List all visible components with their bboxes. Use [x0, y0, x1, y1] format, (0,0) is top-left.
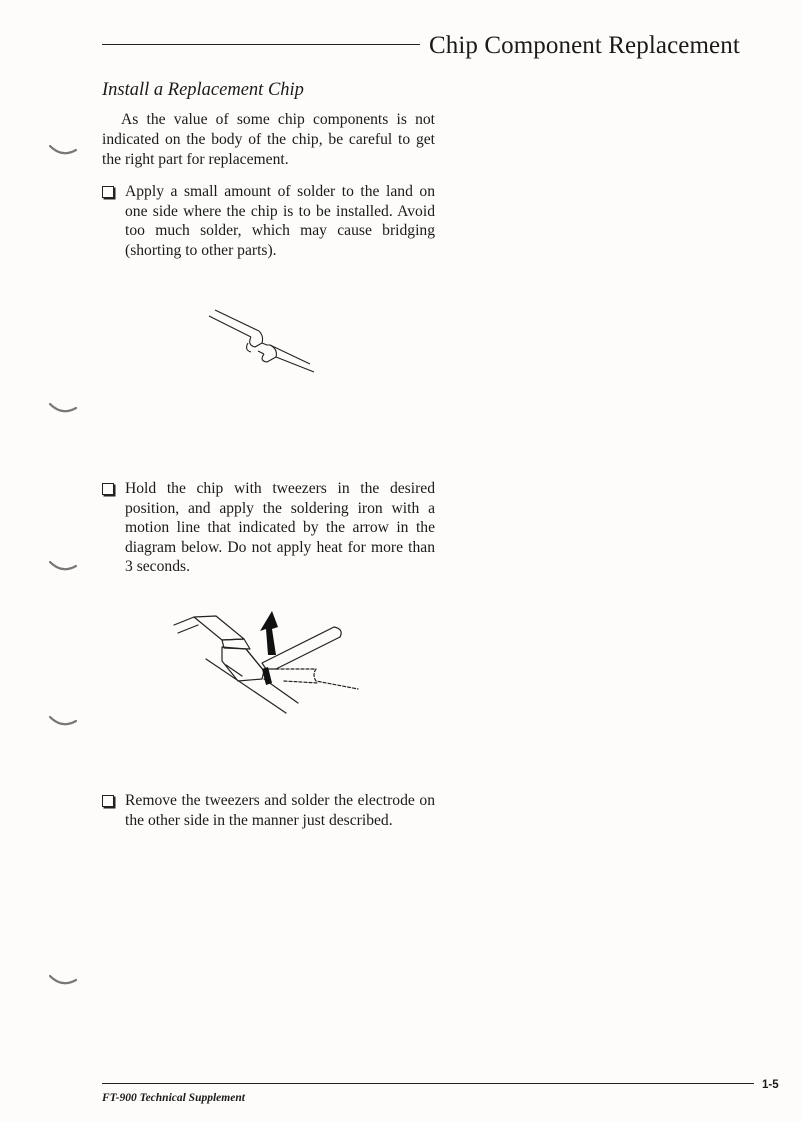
binder-hole-mark — [48, 558, 78, 578]
step-text: Remove the tweezers and solder the electrode on the other side in the manner just described. — [125, 792, 435, 829]
header-rule — [102, 44, 420, 45]
motion-arrow-icon — [260, 611, 278, 655]
binder-hole-mark — [48, 713, 78, 733]
binder-hole-mark — [48, 400, 78, 420]
checkbox-icon — [102, 186, 114, 198]
binder-hole-mark — [48, 142, 78, 162]
step-text: Hold the chip with tweezers in the desired position, and apply the soldering iron with a motion line that indicated by the arrow in the diagram below. Do not apply heat for more than 3 seconds. — [125, 480, 435, 575]
step-item — [102, 791, 435, 830]
step-text: Apply a small amount of solder to the land on one side where the chip is to be installed. Avoid too much solder, which may cause bridging (shorting to other parts). — [125, 183, 435, 259]
binder-hole-mark — [48, 972, 78, 992]
page-title: Chip Component Replacement — [429, 32, 740, 59]
soldering-iron-illustration — [166, 603, 362, 715]
footer-rule — [102, 1083, 754, 1084]
footer-title: FT-900 Technical Supplement — [102, 1092, 245, 1104]
step-item — [102, 479, 435, 577]
checkbox-icon — [102, 795, 114, 807]
solder-land-illustration — [204, 306, 318, 378]
page-number: 1-5 — [762, 1079, 779, 1091]
step-item — [102, 182, 435, 260]
checkbox-icon — [102, 483, 114, 495]
intro-paragraph: As the value of some chip components is not indicated on the body of the chip, be careful to get the right part for replacement. — [102, 111, 435, 168]
section-heading: Install a Replacement Chip — [102, 80, 304, 100]
